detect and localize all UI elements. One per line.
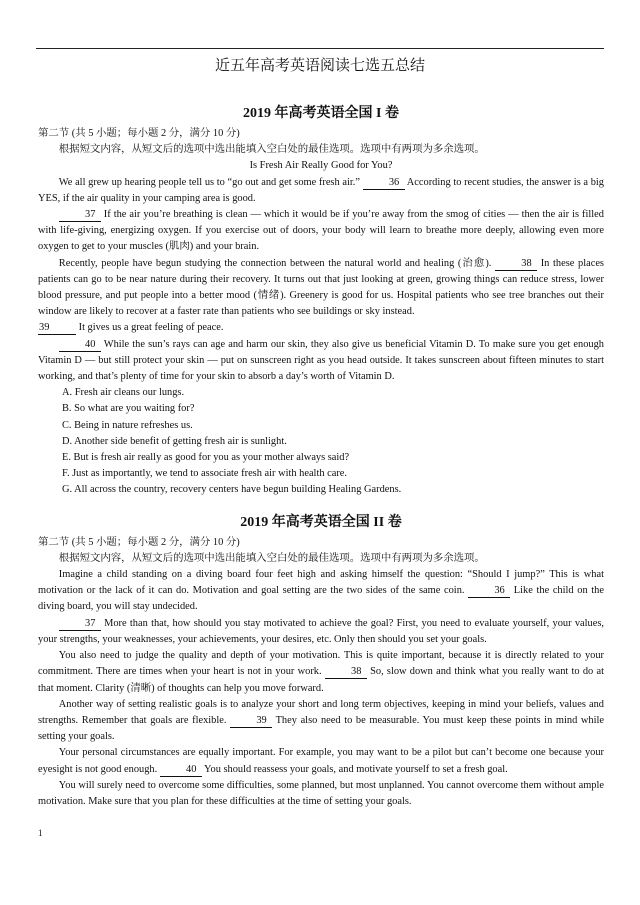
answer-blank[interactable]: 40: [160, 764, 202, 777]
answer-blank[interactable]: 39: [38, 322, 76, 335]
option-item: A. Fresh air cleans our lungs.: [62, 387, 185, 399]
part-heading: 第二节 (共 5 小题；每小题 2 分，满分 10 分): [38, 128, 240, 139]
section-title: 2019 年高考英语全国 II 卷: [240, 514, 402, 530]
answer-blank[interactable]: 36: [363, 177, 405, 190]
page-number: 1: [38, 828, 43, 838]
answer-blank[interactable]: 38: [325, 666, 367, 679]
option-item: C. Being in nature refreshes us.: [62, 419, 193, 431]
instruction-text: 根据短文内容，从短文后的选项中选出能填入空白处的最佳选项。选项中有两项为多余选项。: [58, 552, 485, 564]
paragraph: You will surely need to overcome some difficulties, some planned, but most unplanned. You cannot overcome them without ample motivation. Make sure that you plan for these difficulties at the time of setting your goals.: [38, 779, 604, 807]
document-title: 近五年高考英语阅读七选五总结: [214, 56, 425, 74]
paragraph: 40 While the sun’s rays can age and harm our skin, they also give us beneficial Vitamin D. To make sure you get enough Vitamin D — but still protect your skin — put on sunscreen right as you head outside. It takes sunscreen about fifteen minutes to start working, and that’s plenty of time for your skin to absorb a day’s worth of Vitamin D.: [38, 338, 604, 383]
paragraph: 37 If the air you’re breathing is clean — which it would be if you’re away from the smog of cities — then the air is filled with life-giving, energizing oxygen. If you exercise out of doors, your body will learn to breathe more deeply, allowing even more oxygen to get to your muscles (肌肉) and your brain.: [38, 209, 604, 253]
option-item: E. But is fresh air really as good for you as your mother always said?: [62, 452, 350, 464]
paragraph: Recently, people have begun studying the connection between the natural world and healing (治愈). 38 In these places patients can go to be near nature during their recovery. It turns out that just looking at green, growing things can reduce stress, lower blood pressure, and put people into a better mood (情绪). Greenery is good for us. Hospital patients who see tree branches out their window are likely to recover at a faster rate than patients who see buildings or sky instead.: [38, 257, 604, 318]
paragraph: Imagine a child standing on a diving board four feet high and asking himself the question: “Should I jump?” This is what motivation or the lack of it can do. Motivation and goal setting are the two sides of the same coin. 36 Like the child on the diving board, you will stay undecided.: [38, 569, 604, 613]
paragraph: 37 More than that, how should you stay motivated to achieve the goal? First, you need to evaluate yourself, your values, your strengths, your weaknesses, your achievements, your desires, etc. Only then should you set your goals.: [38, 617, 604, 645]
document-body: [38, 104, 604, 810]
answer-blank[interactable]: 40: [59, 339, 101, 352]
answer-blank[interactable]: 36: [468, 585, 510, 598]
paragraph: Another way of setting realistic goals is to analyze your short and long term objectives, keeping in mind your beliefs, values and strengths. Remember that goals are flexible. 39 They also need to be measurable. You must keep these points in mind while setting your goals.: [38, 698, 604, 743]
answer-blank[interactable]: 38: [495, 258, 537, 271]
answer-blank[interactable]: 37: [59, 209, 101, 222]
paragraph: We all grew up hearing people tell us to “go out and get some fresh air.” 36 According to recent studies, the answer is a big YES, if the air quality in your camping area is good.: [38, 176, 604, 204]
option-item: G. All across the country, recovery centers have begun building Healing Gardens.: [62, 484, 402, 496]
header-rule: [36, 48, 604, 49]
section-title: 2019 年高考英语全国 I 卷: [243, 106, 399, 121]
paragraph: You also need to judge the quality and depth of your motivation. This is quite important, because it is directly related to your commitment. There are times when your heart is not in your work. 38 So, slow down and think what you really want to do at that moment. Clarity (清晰) of thoughts can help you move forward.: [38, 650, 604, 694]
part-heading: 第二节 (共 5 小题；每小题 2 分，满分 10 分): [38, 536, 240, 548]
passage-title: Is Fresh Air Really Good for You?: [249, 160, 393, 172]
options-list: [38, 385, 604, 498]
option-item: F. Just as importantly, we tend to associate fresh air with health care.: [62, 468, 348, 480]
answer-blank[interactable]: 37: [59, 618, 101, 631]
answer-blank[interactable]: 39: [230, 715, 272, 728]
instruction-text: 根据短文内容，从短文后的选项中选出能填入空白处的最佳选项。选项中有两项为多余选项。: [58, 144, 485, 156]
option-item: D. Another side benefit of getting fresh air is sunlight.: [62, 435, 287, 447]
paragraph: 39 It gives us a great feeling of peace.: [39, 322, 224, 334]
option-item: B. So what are you waiting for?: [62, 403, 195, 415]
paragraph: Your personal circumstances are equally important. For example, you may want to be a pilot but can’t become one because your eyesight is not good enough. 40 You should reassess your goals, and motivate yourself to set a fresh goal.: [38, 747, 604, 775]
